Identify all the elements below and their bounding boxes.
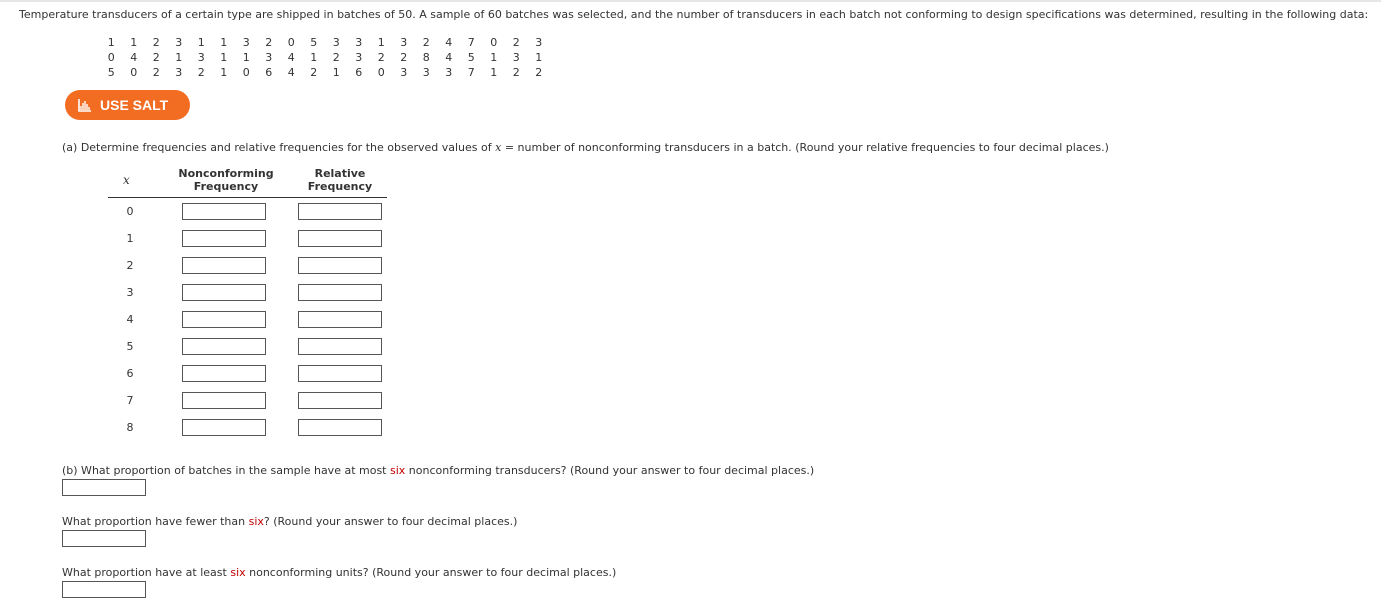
relative-frequency-input[interactable]: [298, 257, 382, 274]
data-value: 3: [332, 36, 340, 49]
data-row: [100, 50, 550, 65]
data-value: 0: [107, 51, 115, 64]
data-row: [100, 65, 550, 80]
column-header-frequency: Nonconforming Frequency: [178, 167, 274, 193]
frequency-input[interactable]: [182, 419, 266, 436]
data-value: 2: [152, 66, 160, 79]
data-value: 1: [130, 36, 138, 49]
data-value: 3: [355, 51, 363, 64]
frequency-input[interactable]: [182, 230, 266, 247]
data-value: 2: [332, 51, 340, 64]
data-value: 3: [265, 51, 273, 64]
data-value: 2: [265, 36, 273, 49]
data-value: 3: [400, 36, 408, 49]
x-value-label: 5: [126, 340, 134, 353]
x-value-label: 4: [126, 313, 134, 326]
data-value: 0: [287, 36, 295, 49]
relative-frequency-input[interactable]: [298, 419, 382, 436]
data-row: [100, 35, 550, 50]
data-value: 1: [107, 36, 115, 49]
data-value: 0: [242, 66, 250, 79]
data-value: 1: [377, 36, 385, 49]
data-value: 3: [445, 66, 453, 79]
data-value: 2: [422, 36, 430, 49]
relative-frequency-input[interactable]: [298, 338, 382, 355]
top-divider: [0, 0, 1381, 2]
frequency-input[interactable]: [182, 338, 266, 355]
data-value: 0: [490, 36, 498, 49]
use-salt-label: USE SALT: [100, 97, 169, 113]
frequency-input[interactable]: [182, 284, 266, 301]
frequency-input[interactable]: [182, 392, 266, 409]
frequency-input[interactable]: [182, 257, 266, 274]
data-value: 3: [242, 36, 250, 49]
data-value: 3: [400, 66, 408, 79]
x-value-label: 1: [126, 232, 134, 245]
data-value: 4: [287, 66, 295, 79]
data-value: 1: [490, 51, 498, 64]
relative-frequency-input[interactable]: [298, 311, 382, 328]
data-value: 1: [490, 66, 498, 79]
data-value: 1: [197, 36, 205, 49]
data-value: 3: [175, 36, 183, 49]
answer-at-most-six-input[interactable]: [62, 479, 146, 496]
data-value: 5: [467, 51, 475, 64]
data-value: 1: [220, 51, 228, 64]
data-value: 1: [220, 66, 228, 79]
data-value: 1: [332, 66, 340, 79]
answer-at-least-six-input[interactable]: [62, 581, 146, 598]
data-value: 2: [512, 66, 520, 79]
data-value: 3: [175, 66, 183, 79]
data-value: 3: [355, 36, 363, 49]
column-header-relative-frequency: Relative Frequency: [307, 167, 373, 193]
relative-frequency-input[interactable]: [298, 230, 382, 247]
data-value: 4: [287, 51, 295, 64]
x-value-label: 8: [126, 421, 134, 434]
data-value: 3: [197, 51, 205, 64]
data-value: 2: [400, 51, 408, 64]
data-value: 1: [220, 36, 228, 49]
column-header-x: x: [123, 173, 130, 187]
part-b-question-at-least: What proportion have at least six nonconforming units? (Round your answer to four decimal places.): [62, 566, 617, 579]
data-value: 1: [242, 51, 250, 64]
data-value: 5: [107, 66, 115, 79]
answer-fewer-than-six-input[interactable]: [62, 530, 146, 547]
data-grid: [100, 35, 550, 80]
data-value: 0: [130, 66, 138, 79]
x-value-label: 0: [126, 205, 134, 218]
frequency-input[interactable]: [182, 311, 266, 328]
data-value: 5: [310, 36, 318, 49]
relative-frequency-input[interactable]: [298, 284, 382, 301]
salt-chart-icon: [77, 97, 93, 113]
use-salt-button[interactable]: [65, 90, 190, 120]
data-value: 4: [445, 51, 453, 64]
data-value: 1: [535, 51, 543, 64]
part-a-question: (a) Determine frequencies and relative frequencies for the observed values of x = number of nonconforming transducers in a batch. (Round your relative frequencies to four decimal places.): [62, 141, 1109, 154]
data-value: 2: [310, 66, 318, 79]
relative-frequency-input[interactable]: [298, 203, 382, 220]
data-value: 4: [130, 51, 138, 64]
frequency-input[interactable]: [182, 203, 266, 220]
data-value: 6: [355, 66, 363, 79]
data-value: 2: [152, 51, 160, 64]
data-value: 2: [152, 36, 160, 49]
data-value: 3: [422, 66, 430, 79]
x-value-label: 7: [126, 394, 134, 407]
part-b-question-fewer-than: What proportion have fewer than six? (Round your answer to four decimal places.): [62, 515, 518, 528]
data-value: 4: [445, 36, 453, 49]
problem-intro: Temperature transducers of a certain type are shipped in batches of 50. A sample of 60 batches was selected, and the number of transducers in each batch not conforming to design specifications was determined, resulting in the following data:: [19, 8, 1369, 21]
data-value: 2: [535, 66, 543, 79]
data-value: 3: [535, 36, 543, 49]
data-value: 2: [512, 36, 520, 49]
data-value: 0: [377, 66, 385, 79]
data-value: 2: [197, 66, 205, 79]
x-value-label: 2: [126, 259, 134, 272]
frequency-input[interactable]: [182, 365, 266, 382]
part-b-question-at-most: (b) What proportion of batches in the sample have at most six nonconforming transducers? (Round your answer to four decimal places.): [62, 464, 815, 477]
header-rule: [108, 197, 387, 198]
x-value-label: 3: [126, 286, 134, 299]
data-value: 1: [175, 51, 183, 64]
data-value: 3: [512, 51, 520, 64]
data-value: 7: [467, 66, 475, 79]
data-value: 8: [422, 51, 430, 64]
data-value: 1: [310, 51, 318, 64]
relative-frequency-input[interactable]: [298, 365, 382, 382]
data-value: 7: [467, 36, 475, 49]
x-value-label: 6: [126, 367, 134, 380]
relative-frequency-input[interactable]: [298, 392, 382, 409]
data-value: 2: [377, 51, 385, 64]
data-value: 6: [265, 66, 273, 79]
